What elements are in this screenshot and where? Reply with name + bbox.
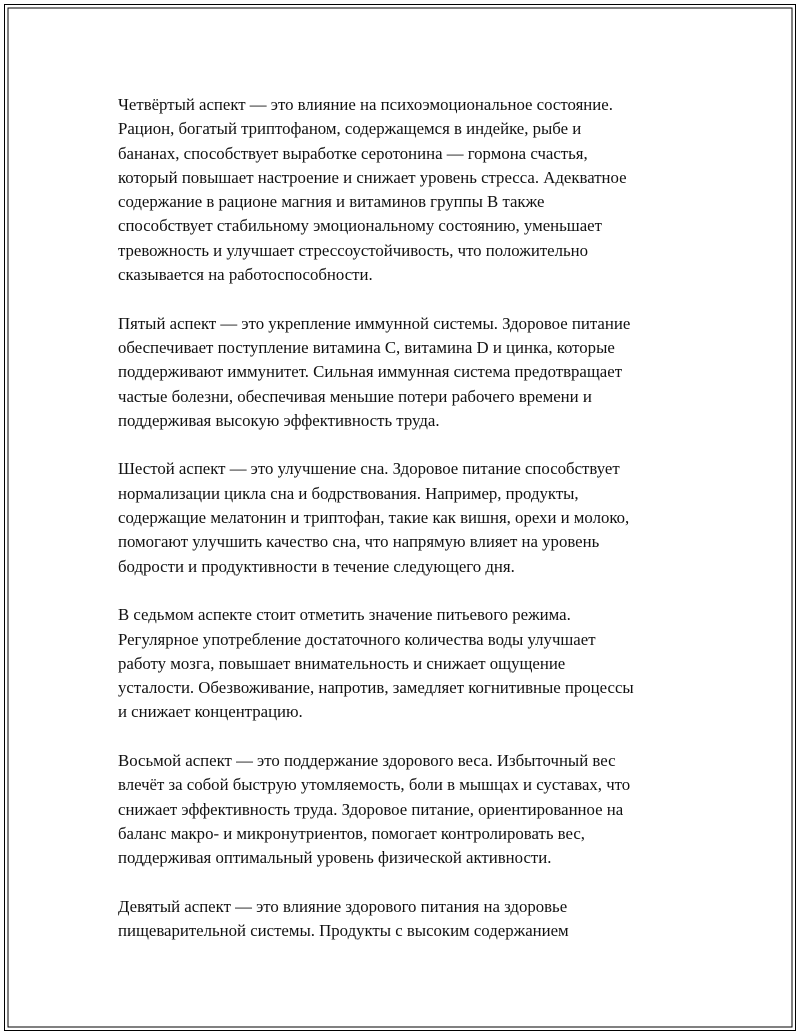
paragraph-aspect-9: Девятый аспект — это влияние здорового питания на здоровье пищеварительной системы. Продукты с высоким содержанием xyxy=(118,896,569,941)
paragraph-aspect-5: Пятый аспект — это укрепление иммунной системы. Здоровое питание обеспечивает поступление витамина C, витамина D и цинка, которые поддерживают иммунитет. Сильная иммунная система предотвращает частые болезни, обеспечивая меньшие потери рабочего времени и поддерживая высокую эффективность труда. xyxy=(118,313,631,430)
paragraph-aspect-6: Шестой аспект — это улучшение сна. Здоровое питание способствует нормализации цикла сна и бодрствования. Например, продукты, содержащие мелатонин и триптофан, такие как вишня, орехи и молоко, помогают улучшить качество сна, что напрямую влияет на уровень бодрости и продуктивности в течение следующего дня. xyxy=(118,459,630,576)
document-body xyxy=(118,93,698,968)
paragraph-aspect-4: Четвёртый аспект — это влияние на психоэмоциональное состояние. Рацион, богатый триптофаном, содержащемся в индейке, рыбе и бананах, способствует выработке серотонина — гормона счастья, который повышает настроение и снижает уровень стресса. Адекватное содержание в рационе магния и витаминов группы B также способствует стабильному эмоциональному состоянию, уменьшает тревожность и улучшает стрессоустойчивость, что положительно сказывается на работоспособности. xyxy=(118,95,627,285)
paragraph-aspect-7: В седьмом аспекте стоит отметить значение питьевого режима. Регулярное употребление достаточного количества воды улучшает работу мозга, повышает внимательность и снижает ощущение усталости. Обезвоживание, напротив, замедляет когнитивные процессы и снижает концентрацию. xyxy=(118,605,634,722)
paragraph-aspect-8: Восьмой аспект — это поддержание здорового веса. Избыточный вес влечёт за собой быструю утомляемость, боли в мышцах и суставах, что снижает эффективность труда. Здоровое питание, ориентированное на баланс макро- и микронутриентов, помогает контролировать вес, поддерживая оптимальный уровень физической активности. xyxy=(118,751,631,868)
